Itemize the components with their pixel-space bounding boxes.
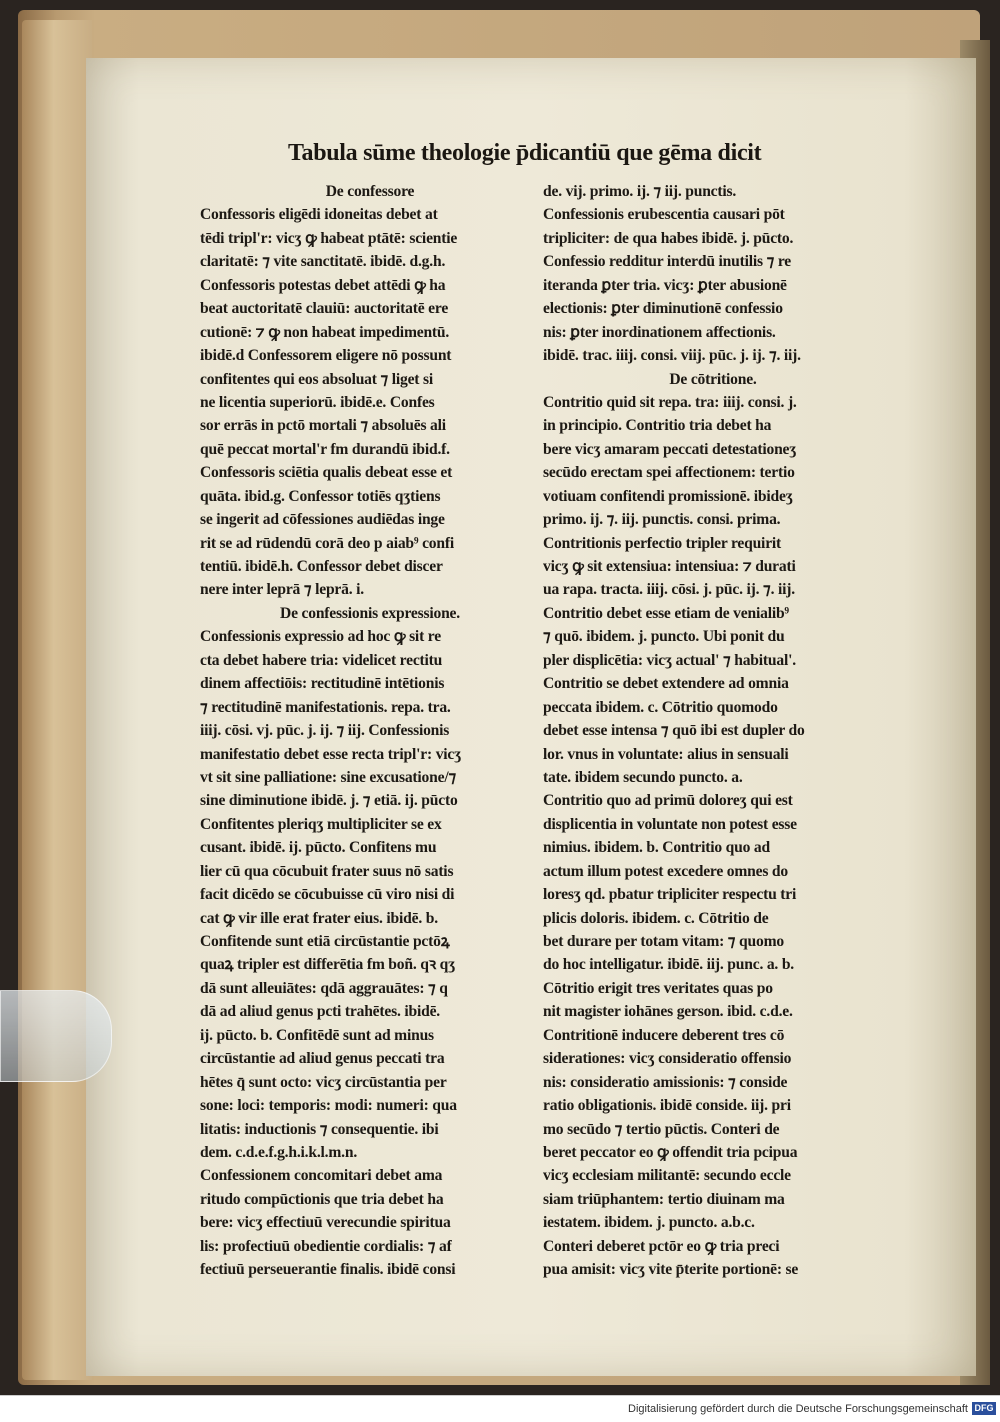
text-line: ⁊ quō. ibidem. j. puncto. Ubi ponit du [543,628,785,646]
text-line: cta debet habere tria: videlicet rectitu [200,651,443,669]
text-line: nis: consideratio amissionis: ⁊ conside [543,1073,788,1091]
text-line: Confessionis expressio ad hoc ꝙ sit re [200,628,441,646]
text-line: cutionē: ⁊ ꝙ non habeat impedimentū. [200,323,450,341]
text-line: cusant. ibidē. ij. pūcto. Confitens mu [200,839,437,857]
text-line: votiuam confitendi promissionē. ibideʒ [543,487,793,505]
text-line: litatis: inductionis ⁊ consequentie. ibi [200,1120,439,1138]
text-line: rit se ad rūdendū corā deo p aiab⁹ confi [200,534,454,552]
text-line: bere: vicʒ effectiuū verecundie spiritua [200,1214,451,1232]
text-line: sor errās in pctō mortali ⁊ absoluēs ali [200,417,446,435]
text-line: bere vicʒ amaram peccati detestationeʒ [543,440,797,458]
text-line: nimius. ibidem. b. Contritio quo ad [543,839,770,857]
text-line: Confessoris eligēdi idoneitas debet at [200,206,438,224]
text-line: Contritio quid sit repa. tra: iiij. consi. j. [543,393,797,411]
text-line: tēdi tripl'r: vicʒ ꝙ habeat ptātē: scientie [200,229,458,247]
text-line: Contritio quo ad primū doloreʒ qui est [543,792,793,810]
text-line: Contritio debet esse etiam de venialib⁹ [543,604,789,622]
text-line: Contritionis perfectio tripler requirit [543,534,782,552]
text-line: ibidē.d Confessorem eligere nō possunt [200,347,452,365]
text-column-right [543,180,883,1282]
text-line: dā sunt alleuiātes: qdā aggrauātes: ⁊ q [200,979,448,997]
text-line: ritudo compūctionis que tria debet ha [200,1190,444,1208]
text-line: quāta. ibid.g. Confessor totiēs qʒtiens [200,487,441,505]
text-line: Confessionis erubescentia causari pōt [543,206,785,224]
text-line: claritatē: ⁊ vite sanctitatē. ibidē. d.g.h. [200,253,446,271]
text-line: ibidē. trac. iiij. consi. viij. pūc. j. ij. ⁊. iij. [543,347,801,365]
text-column-left [200,180,540,1282]
text-line: ij. pūcto. b. Confitēdē sunt ad minus [200,1026,434,1044]
text-line: siam triūphantem: tertio diuinam ma [543,1190,785,1208]
text-line: Confessoris potestas debet attēdi ꝙ ha [200,276,446,294]
text-line: nere inter leprā ⁊ leprā. i. [200,581,364,599]
text-line: Cōtritio erigit tres veritates quas po [543,979,773,997]
text-line: sone: loci: temporis: modi: numeri: qua [200,1097,457,1115]
text-line: dem. c.d.e.f.g.h.i.k.l.m.n. [200,1143,358,1161]
text-line: dinem affectiōis: rectitudinē intētionis [200,675,445,693]
text-line: Conteri deberet pctōr eo ꝙ tria preci [543,1237,780,1255]
text-line: quē peccat mortal'r fm durandū ibid.f. [200,440,450,458]
text-line: debet esse intensa ⁊ quō ibi est dupler do [543,722,805,740]
text-line: vicʒ ecclesiam militantē: secundo eccle [543,1167,791,1185]
text-line: circūstantie ad aliud genus peccati tra [200,1050,445,1068]
cover-board-left [22,20,92,1380]
text-line: pler displicētia: vicʒ actual' ⁊ habitual'. [543,651,796,669]
text-line: hētes q̄ sunt octo: vicʒ circūstantia per [200,1073,447,1091]
text-line: Confitende sunt etiā circūstantie pctōꝝ [200,933,450,950]
section-heading: De confessore [325,183,415,200]
text-line: ratio obligationis. ibidē conside. iij. pri [543,1097,791,1115]
text-line: iiij. cōsi. vj. pūc. j. ij. ⁊ iij. Confessionis [200,722,450,740]
text-line: manifestatio debet esse recta tripl'r: vicʒ [200,745,462,763]
text-line: de. vij. primo. ij. ⁊ iij. punctis. [543,183,737,200]
section-heading: De confessionis expressione. [280,604,460,622]
text-line: sine diminutione ibidē. j. ⁊ etiā. ij. pūcto [200,792,458,810]
footer-credit: Digitalisierung gefördert durch die Deutsche Forschungsgemeinschaft [628,1403,968,1415]
text-line: displicentia in voluntate non potest esse [543,815,797,833]
text-line: facit dicēdo se cōcubuisse cū viro nisi di [200,886,455,904]
text-line: primo. ij. ⁊. iij. punctis. consi. prima. [543,511,781,529]
page-header: Tabula sūme theologie p̄dicantiū que gēma dicit [288,140,762,166]
text-line: tripliciter: de qua habes ibidē. j. pūcto. [543,229,794,247]
text-line: Confessionem concomitari debet ama [200,1167,443,1185]
text-line: in principio. Contritio tria debet ha [543,417,772,435]
text-line: lier cū qua cōcubuit frater suus nō satis [200,862,454,880]
text-line: iteranda ꝑter tria. vicʒ: ꝑter abusionē [543,276,787,294]
section-heading: De cōtritione. [669,370,757,388]
text-line: fectiuū perseuerantie finalis. ibidē consi [200,1261,456,1279]
text-line: actum illum potest excedere omnes do [543,862,789,880]
text-line: pua amisit: vicʒ vite p̄terite portionē: se [543,1261,799,1279]
text-line: se ingerit ad cōfessiones audiēdas inge [200,511,445,529]
text-line: ne licentia superiorū. ibidē.e. Confes [200,393,435,411]
text-line: peccata ibidem. c. Cōtritio quomodo [543,698,778,716]
text-line: secūdo erectam spei affectionem: tertio [543,464,795,482]
text-line: lor. vnus in voluntate: alius in sensuali [543,745,789,763]
text-line: tentiū. ibidē.h. Confessor debet discer [200,558,443,575]
text-line: electionis: ꝑter diminutionē confessio [543,300,783,318]
text-line: lis: profectiuū obedientie cordialis: ⁊ af [200,1237,452,1255]
text-line: confitentes qui eos absoluat ⁊ liget si [200,370,433,388]
text-line: Contritionē inducere deberent tres cō [543,1026,785,1044]
text-line: loresʒ qd. pbatur tripliciter respectu tri [543,886,797,904]
text-line: Confessio redditur interdū inutilis ⁊ re [543,253,791,271]
text-line: nit magister iohānes gerson. ibid. c.d.e. [543,1003,793,1021]
text-line: iestatem. ibidem. j. puncto. a.b.c. [543,1214,755,1232]
dfg-logo: DFG [972,1402,996,1415]
text-line: beat auctoritatē clauiū: auctoritatē ere [200,300,449,318]
text-line: siderationes: vicʒ consideratio offensio [543,1050,792,1068]
plastic-clip [0,990,112,1082]
footer-bar [0,1395,1000,1422]
text-line: Confitentes pleriqʒ multipliciter se ex [200,815,442,833]
text-line: do hoc intelligatur. ibidē. iij. punc. a. b. [543,956,795,974]
text-line: bet durare per totam vitam: ⁊ quomo [543,933,784,950]
text-line: Contritio se debet extendere ad omnia [543,675,789,693]
text-line: vicʒ ꝙ sit extensiua: intensiua: ⁊ durati [543,558,796,575]
text-line: plicis doloris. ibidem. c. Cōtritio de [543,909,769,927]
text-line: mo secūdo ⁊ tertio pūctis. Conteri de [543,1120,780,1138]
text-line: vt sit sine palliatione: sine excusatione/⁊ [200,768,457,786]
text-line: tate. ibidem secundo puncto. a. [543,768,743,786]
text-line: nis: ꝑter inordinationem affectionis. [543,323,776,341]
text-line: cat ꝙ vir ille erat frater eius. ibidē. b. [200,909,438,927]
text-line: ⁊ rectitudinē manifestationis. repa. tra. [200,698,451,716]
text-line: ua rapa. tracta. iiij. cōsi. j. pūc. ij. ⁊. iij. [543,581,795,599]
text-line: beret peccator eo ꝙ offendit tria pcipua [543,1143,798,1161]
text-line: quaꝝ tripler est differētia fm boñ. qꝛ qʒ [200,956,456,974]
text-line: dā ad aliud genus pcti trahētes. ibidē. [200,1003,441,1021]
text-line: Confessoris sciētia qualis debeat esse et [200,464,453,482]
